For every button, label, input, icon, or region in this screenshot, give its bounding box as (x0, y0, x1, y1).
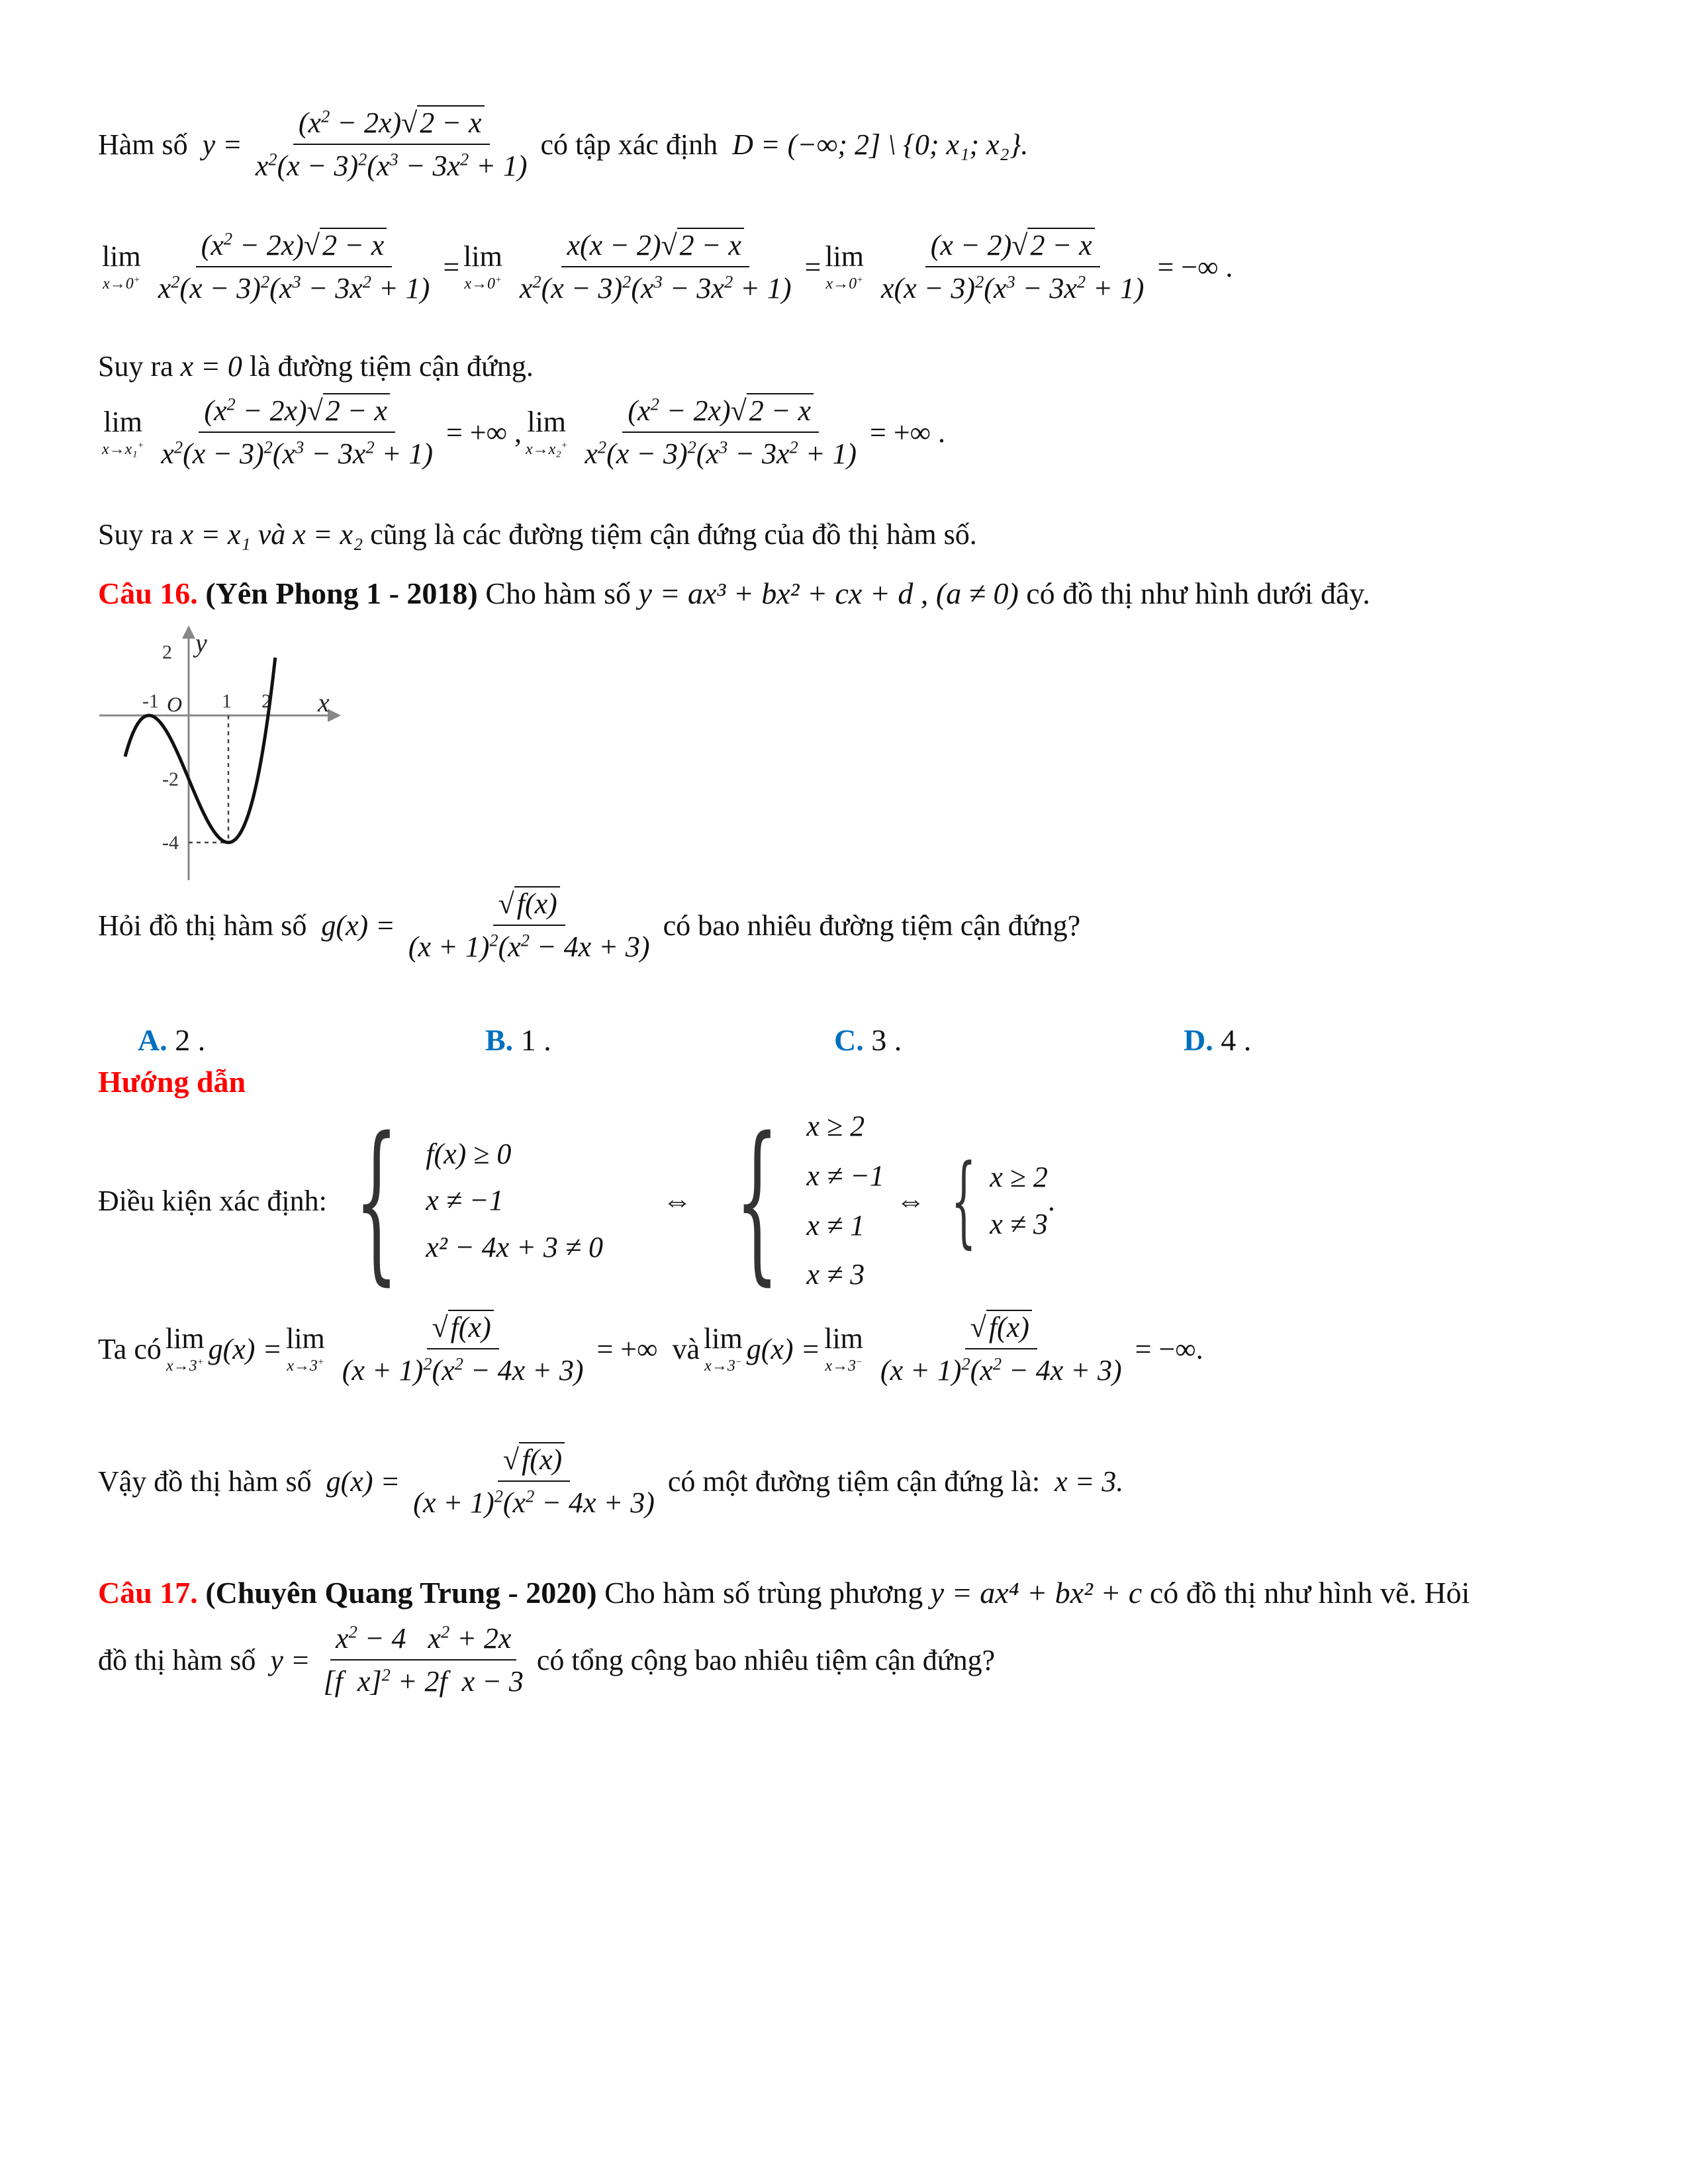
conclusion-2: Suy ra x = x₁ và x = x₂ cũng là các đường tiệm cận đứng của đồ thị hàm số. (98, 518, 977, 551)
hamso-suffix: có tập xác định (540, 128, 718, 161)
question-16-prompt: Hỏi đồ thị hàm số g(x) = $\frac{√f(x)}{(x + 1)^2(x^2 - 4x + 3)}$ có bao nhiêu đường tiệm cận đứng? (98, 887, 1081, 963)
question-17-line2: đồ thị hàm số y = $\frac{x^2 - 4 x^2 + 2x}{[f x]^2 + 2f x - 3}$ có tổng cộng bao nhiêu tiệm cận đứng? (98, 1621, 996, 1698)
question-16-label: Câu 16. (98, 576, 198, 610)
question-16-heading: Câu 16. (Yên Phong 1 - 2018) Cho hàm số y = ax³ + bx² + cx + d , (a ≠ 0) có đồ thị như hình dưới đây. (98, 576, 1370, 610)
limit-row-1: lim x→0+ $\frac{(x^2 - 2x)√2 - x}{x^2(x - 3)^2(x^3 - 3x^2 + 1)}$ = lim x→0+ $\frac{x(x - 2)√2 - x}{x^2(x - 3)^2(x^3 - 3x^2 + 1)}$ = lim x→0+ $\frac{(x - 2)√2 - x}{x(x - 3)^2(x^3 - 3x^2 + 1)}$ = −∞ . (102, 228, 1233, 304)
g-fraction: $\frac{√f(x)}{(x + 1)^2(x^2 - 4x + 3)}$ (408, 887, 650, 963)
cond-system-2: x ≥ 2 x ≠ −1 x ≠ 1 x ≠ 3 (806, 1110, 884, 1291)
option-d[interactable]: D. 4 . (1184, 1023, 1252, 1057)
option-c[interactable]: C. 3 . (834, 1023, 902, 1057)
option-b[interactable]: B. 1 . (485, 1023, 551, 1057)
cond-system-1: f(x) ≥ 0 x ≠ −1 x² − 4x + 3 ≠ 0 (426, 1138, 603, 1263)
domain-expr: D = (−∞; 2] \ {0; x₁; x₂}. (732, 128, 1029, 161)
conclusion-1: Suy ra x = 0 là đường tiệm cận đứng. (98, 350, 534, 383)
q17-fraction: $\frac{x^2 - 4 x^2 + 2x}{[f x]^2 + 2f x - 3}$ (323, 1621, 524, 1698)
hamso-prefix: Hàm số (98, 128, 188, 161)
limit-row-2: lim x→x₁+ $\frac{(x^2 - 2x)√2 - x}{x^2(x - 3)^2(x^3 - 3x^2 + 1)}$ = +∞ , lim x→x₂+ $\frac{(x^2 - 2x)√2 - x}{x^2(x - 3)^2(x^3 - 3x^2 + 1)}$ = +∞ . (102, 394, 946, 470)
y-axis-label: y (195, 628, 207, 658)
x-tick-label: -1 (142, 690, 159, 712)
x-tick-label: 2 (261, 690, 271, 712)
x-tick-label: 1 (222, 690, 232, 712)
cond-system-3: x ≥ 2 x ≠ 3 (990, 1161, 1048, 1240)
origin-label: O (167, 692, 183, 716)
y-tick-label: 2 (162, 641, 172, 663)
question-16-source: (Yên Phong 1 - 2018) (205, 576, 478, 610)
cubic-graph (93, 619, 357, 890)
question-17-heading: Câu 17. (Chuyên Quang Trung - 2020) Cho hàm số trùng phương y = ax⁴ + bx² + c có đồ thị như hình vẽ. Hỏi (98, 1576, 1470, 1610)
y-axis-arrow (182, 625, 195, 639)
domain-conditions: Điều kiện xác định: { f(x) ≥ 0 x ≠ −1 x² − 4x + 3 ≠ 0 ⇔ { x ≥ 2 x ≠ −1 x ≠ 1 x ≠ 3 ⇔ { x ≥ 2 x ≠ 3 . (98, 1101, 1055, 1301)
y-tick-label: -4 (162, 832, 179, 854)
y-tick-label: -2 (162, 768, 179, 790)
y-var: y = (202, 128, 242, 161)
cubic-curve (125, 658, 275, 842)
final-conclusion: Vậy đồ thị hàm số g(x) = $\frac{√f(x)}{(x + 1)^2(x^2 - 4x + 3)}$ có một đường tiệm cận đứng là: x = 3. (98, 1443, 1124, 1519)
x-axis-arrow (328, 709, 341, 722)
option-a[interactable]: A. 2 . (138, 1023, 206, 1057)
x-axis-label: x (318, 688, 330, 717)
domain-statement (98, 106, 1028, 183)
answer-options (98, 1023, 1587, 1062)
guide-title: Hướng dẫn (98, 1065, 246, 1099)
function-fraction: $\frac{(x^2 - 2x)√2 - x}{x^2(x - 3)^2(x^3 - 3x^2 + 1)}$ (255, 106, 528, 182)
limits-at-3: Ta có lim x→3+ g(x) = lim x→3+ $\frac{√f(x)}{(x + 1)^2(x^2 - 4x + 3)}$ = +∞ và lim x→3− g(x) = lim x→3− $\frac{√f(x)}{(x + 1)^2(x^2 - 4x + 3)}$ = −∞. (98, 1311, 1203, 1387)
question-17-label: Câu 17. (98, 1576, 198, 1610)
